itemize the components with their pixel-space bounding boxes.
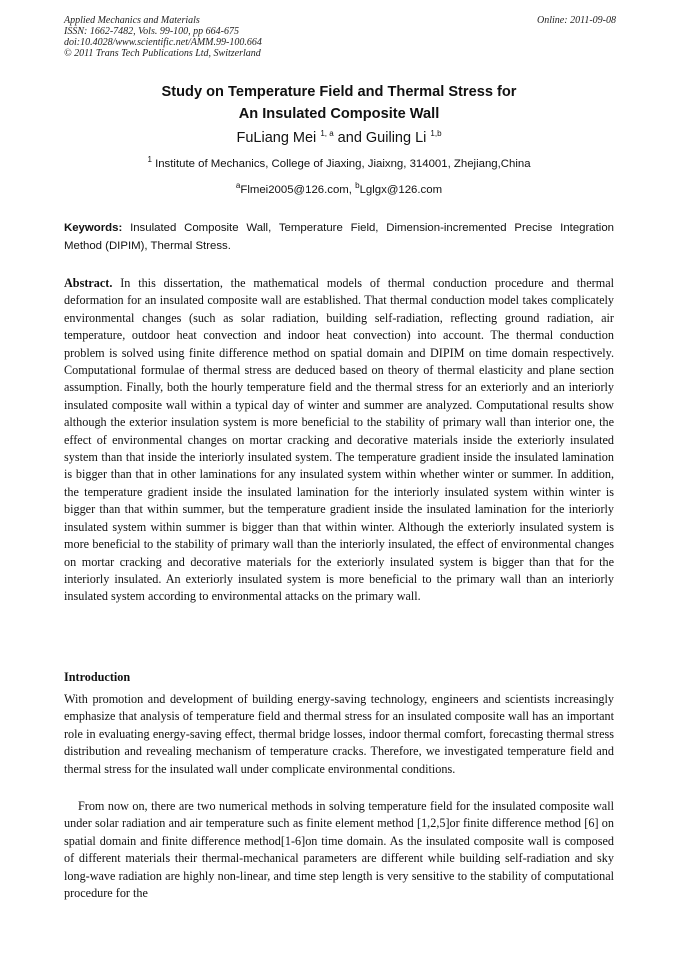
- journal-name: Applied Mechanics and Materials: [64, 15, 200, 26]
- affiliation-text: Institute of Mechanics, College of Jiaxing, Jiaixng, 314001, Zhejiang,China: [155, 158, 531, 170]
- abstract-label: Abstract.: [64, 276, 113, 290]
- journal-header: [64, 15, 616, 59]
- email-b: Lglgx@126.com: [359, 184, 443, 196]
- abstract-block: [64, 275, 614, 606]
- email-mark-b: b: [355, 181, 360, 191]
- title-line-2: An Insulated Composite Wall: [238, 106, 440, 122]
- author-name-2: Guiling Li: [365, 130, 427, 146]
- email-a: Flmei2005@126.com,: [240, 184, 352, 196]
- title-line-1: Study on Temperature Field and Thermal Stress for: [161, 84, 517, 100]
- keywords-label: Keywords:: [64, 222, 123, 234]
- author-connector: and: [333, 130, 366, 146]
- author-list: [64, 128, 614, 148]
- affiliation-mark: 1: [147, 155, 152, 165]
- copyright-line: © 2011 Trans Tech Publications Ltd, Switzerland: [64, 48, 261, 59]
- introduction-paragraph-2: From now on, there are two numerical methods in solving temperature field for the insulated composite wall under solar radiation and air temperature such as finite element method [1,2,5]or finite difference method [6] on spatial domain and finite difference method[1-6]on time domain. As the insulated composite wall is composed of different materials their thermal-mechanical parameters are different while building self-radiation and sky long-wave radiation are highly non-linear, and time step length is very sensitive to the stability of computational procedure for the: [64, 799, 614, 901]
- introduction-heading: Introduction: [64, 670, 131, 684]
- keywords-block: [64, 220, 614, 255]
- affiliation: [64, 156, 614, 172]
- author-name-1: FuLiang Mei: [236, 130, 317, 146]
- online-date: Online: 2011-09-08: [537, 15, 616, 26]
- author-1-affiliation-mark: 1, a: [320, 129, 334, 139]
- doi-line: doi:10.4028/www.scientific.net/AMM.99-100.664: [64, 37, 262, 48]
- keywords-text: Insulated Composite Wall, Temperature Field, Dimension-incremented Precise Integration Method (DIPIM), Thermal Stress.: [64, 222, 615, 252]
- author-2-affiliation-mark: 1,b: [430, 129, 442, 139]
- email-line: [64, 182, 614, 198]
- email-mark-a: a: [235, 181, 241, 191]
- issn-line: ISSN: 1662-7482, Vols. 99-100, pp 664-675: [64, 26, 239, 37]
- abstract-text: In this dissertation, the mathematical models of thermal conduction procedure and thermal deformation for an insulated composite wall are established. That thermal conduction model takes complicately environmental changes (such as solar radiation, building self-radiation, reflecting ground radiation, air temperature, outdoor heat convection and indoor heat convection) into account. The thermal conduction problem is solved using finite difference method on spatial domain and DIPIM on time domain respectively. Computational formulae of thermal stress are deduced based on theory of thermal elasticity and plane section assumption. Finally, both the hourly temperature field and the thermal stress for an exteriorly and an interiorly insulated composite wall within a typical day of winter and summer are analyzed. Computational results show although the exterior insulation system is more beneficial to the stability of primary wall than interior one, the effect of environmental changes on mortar cracking and decorative materials inside the exteriorly insulated system than that inside the interiorly insulated system. The temperature gradient inside the insulated lamination is bigger than that in other laminations for any insulated system within whether winter or summer. In addition, the temperature gradient inside the insulated lamination for the interiorly insulated system within winter is bigger than that within summer, but the temperature gradient inside the insulated lamination for the interiorly insulated system within summer is bigger than that within winter. Although the exteriorly insulated system is more beneficial to the stability of primary wall than the interiorly insulated, the effect of environmental changes on mortar cracking and decorative materials for the exteriorly insulated system is bigger than that for the interiorly insulated. An exteriorly insulated system is more beneficial to the primary wall than an interiorly insulated system according to environmental attacks on the primary wall.: [64, 276, 615, 604]
- introduction-paragraph-1: With promotion and development of building energy-saving technology, engineers and scientists increasingly emphasize that analysis of temperature field and thermal stress for an insulated composite wall has an important role in evaluating energy-saving effect, thermal bridge losses, indoor thermal comfort, forecasting thermal stress distribution and revealing mechanism of temperature cracks. Therefore, we investigated temperature field and thermal stress for the insulated wall under complicate environmental conditions.: [64, 692, 614, 776]
- paper-title: [64, 81, 614, 125]
